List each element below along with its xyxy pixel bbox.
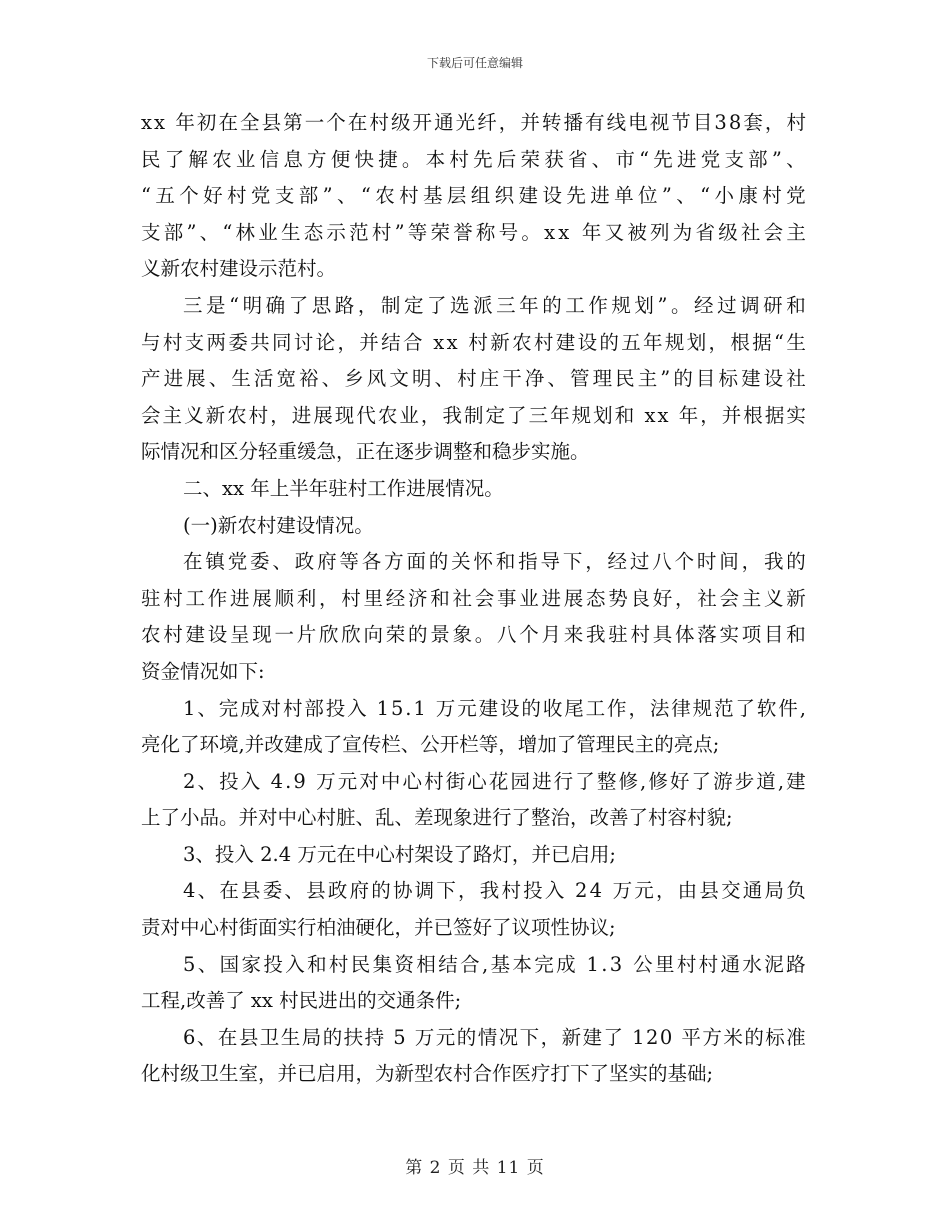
text-line: 2 、 投 入 4 . 9 万 元 对 中 心 村 街 心 花 园 进 行 了 整 修 , 修 好 了 游 步 道 , 建 xyxy=(183,769,806,793)
paragraph xyxy=(141,508,806,545)
text-line: 4 、 在 县 委 、 县 政 府 的 协 调 下 ， 我 村 投 入 2 4 万 元 ， 由 县 交 通 局 负 xyxy=(183,879,806,903)
document-body xyxy=(141,105,806,1093)
text-line: 资金情况如下: xyxy=(141,659,265,683)
text-line: 与 村 支 两 委 共 同 讨 论 ， 并 结 合 x x 村 新 农 村 建 设 的 五 年 规 划 ， 根 据 “ 生 xyxy=(141,330,806,354)
text-line: 化村级卫生室，并已启用，为新型农村合作医疗打下了坚实的基础; xyxy=(141,1062,714,1086)
text-line: 亮化了环境,并改建成了宣传栏、公开栏等，增加了管理民主的亮点; xyxy=(141,733,720,757)
text-line: 民 了 解 农 业 信 息 方 便 快 捷 。 本 村 先 后 荣 获 省 、 市 “ 先 进 党 支 部 ” 、 xyxy=(141,147,806,171)
paragraph xyxy=(141,837,806,874)
text-line: 驻 村 工 作 进 展 顺 利 ， 村 里 经 济 和 社 会 事 业 进 展 态 势 良 好 ， 社 会 主 义 新 xyxy=(141,586,806,610)
text-line: 5 、 国 家 投 入 和 村 民 集 资 相 结 合 , 基 本 完 成 1 . 3 公 里 村 村 通 水 泥 路 xyxy=(183,952,806,976)
paragraph xyxy=(141,105,806,288)
text-line: 3、投入 2.4 万元在中心村架设了路灯，并已启用; xyxy=(183,842,616,866)
text-line: 农 村 建 设 呈 现 一 片 欣 欣 向 荣 的 景 象 。 八 个 月 来 我 驻 村 具 体 落 实 项 目 和 xyxy=(141,623,806,647)
text-line: 会 主 义 新 农 村 ， 进 展 现 代 农 业 ， 我 制 定 了 三 年 规 划 和 x x 年 ， 并 根 据 实 xyxy=(141,403,806,427)
paragraph xyxy=(141,544,806,690)
text-line: 二、xx 年上半年驻村工作进展情况。 xyxy=(183,476,504,500)
text-line: x x 年 初 在 全 县 第 一 个 在 村 级 开 通 光 纤 ， 并 转 播 有 线 电 视 节 目 3 8 套 ， 村 xyxy=(141,111,806,134)
paragraph xyxy=(141,1020,806,1093)
paragraph xyxy=(141,947,806,1020)
text-line: 三 是 “ 明 确 了 思 路 ， 制 定 了 选 派 三 年 的 工 作 规 划 ” 。 经 过 调 研 和 xyxy=(183,293,806,317)
paragraph xyxy=(141,764,806,837)
text-line: 1 、 完 成 对 村 部 投 入 1 5 . 1 万 元 建 设 的 收 尾 工 作 ， 法 律 规 范 了 软 件 , xyxy=(183,696,806,720)
paragraph xyxy=(141,873,806,946)
text-line: 义新农村建设示范村。 xyxy=(141,257,337,281)
paragraph xyxy=(141,471,806,508)
text-line: 产 进 展 、 生 活 宽 裕 、 乡 风 文 明 、 村 庄 干 净 、 管 理 民 主 ” 的 目 标 建 设 社 xyxy=(141,367,806,391)
text-line: 工程,改善了 xx 村民进出的交通条件; xyxy=(141,989,462,1013)
paragraph xyxy=(141,288,806,471)
text-line: (一)新农村建设情况。 xyxy=(183,513,374,537)
paragraph xyxy=(141,691,806,764)
text-line: 责对中心村街面实行柏油硬化，并已签好了议项性协议; xyxy=(141,916,616,940)
text-line: 在 镇 党 委 、 政 府 等 各 方 面 的 关 怀 和 指 导 下 ， 经 过 八 个 时 间 ， 我 的 xyxy=(183,550,806,574)
text-line: 际情况和区分轻重缓急，正在逐步调整和稳步实施。 xyxy=(141,440,590,464)
text-line: 支 部 ” 、 “ 林 业 生 态 示 范 村 ” 等 荣 誉 称 号 。 x x 年 又 被 列 为 省 级 社 会 主 xyxy=(141,220,806,244)
page-header: 下载后可任意编辑 xyxy=(426,56,523,70)
text-line: 上了小品。并对中心村脏、乱、差现象进行了整治，改善了村容村貌; xyxy=(141,806,733,830)
text-line: “ 五 个 好 村 党 支 部 ” 、 “ 农 村 基 层 组 织 建 设 先 进 单 位 ” 、 “ 小 康 村 党 xyxy=(141,184,806,208)
page-footer: 第 2 页 共 11 页 xyxy=(405,1158,545,1178)
text-line: 6 、 在 县 卫 生 局 的 扶 持 5 万 元 的 情 况 下 ， 新 建 了 1 2 0 平 方 米 的 标 准 xyxy=(183,1025,806,1049)
